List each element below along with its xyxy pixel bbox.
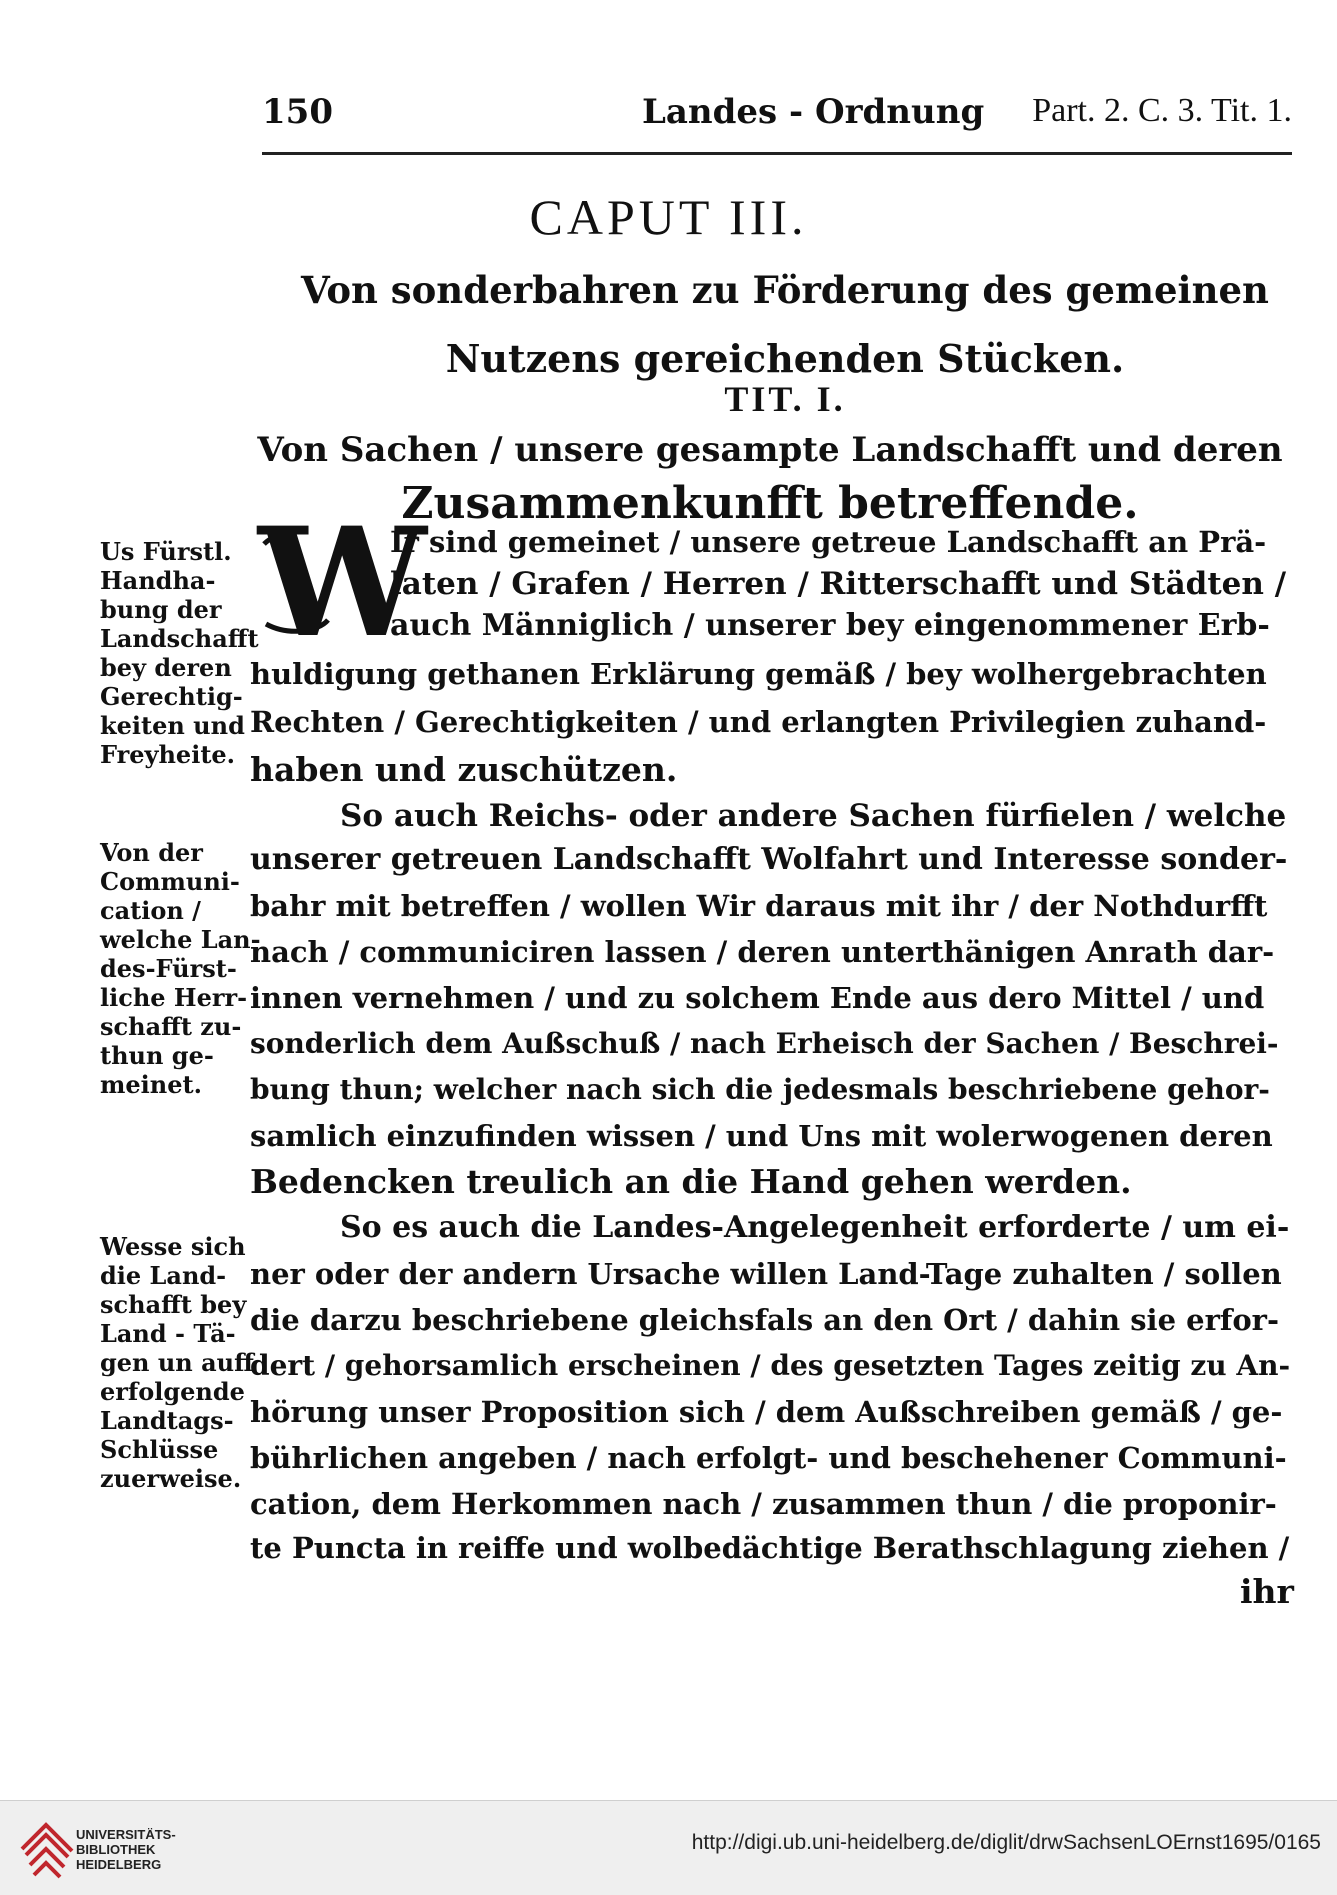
body-line: innen vernehmen / und zu solchem Ende aus dero Mittel / und <box>250 981 1265 1015</box>
body-line: bung thun; welcher nach sich die jedesmals beschriebene gehor- <box>250 1073 1270 1106</box>
body-line: haben und zuschützen. <box>250 750 678 789</box>
decorated-initial <box>258 495 427 671</box>
margin-note-3: Wesse sich die Land- schafft bey Land - Tä- gen un auff erfolgende Landtags- Schlüsse zuerweise. <box>100 1232 254 1493</box>
initial-letter: W <box>258 495 427 671</box>
section-title-line-2: Zusammenkunfft betreffende. <box>401 478 1139 529</box>
body-line: hörung unser Proposition sich / dem Außschreiben gemäß / ge- <box>250 1395 1283 1429</box>
body-line: sonderlich dem Außschuß / nach Erheisch der Sachen / Beschrei- <box>250 1027 1279 1060</box>
body-line: bührlichen angeben / nach erfolgt- und beschehener Communi- <box>250 1441 1287 1475</box>
permalink-url[interactable]: http://digi.ub.uni-heidelberg.de/diglit/drwSachsenLOErnst1695/0165 <box>691 1831 1321 1854</box>
body-line: Ir sind gemeinet / unsere getreue Landschafft an Prä- <box>390 525 1267 559</box>
chapter-title-line-2: Nutzens gereichenden Stücken. <box>445 336 1125 381</box>
margin-note-2: Von der Communi- cation / welche Lan- des-Fürst- liche Herr- schafft zu- thun ge- meinet. <box>100 838 261 1099</box>
page-number: 150 <box>262 92 333 132</box>
running-head <box>262 92 1292 136</box>
running-title: Landes - Ordnung <box>642 92 985 132</box>
body-line: ner oder der andern Ursache willen Land-Tage zuhalten / sollen <box>250 1257 1282 1291</box>
chapter-title-line-1: Von sonderbahren zu Förderung des gemeinen <box>301 268 1269 312</box>
body-line: nach / communiciren lassen / deren unterthänigen Anrath dar- <box>250 935 1275 969</box>
chapter-heading: CAPUT III. <box>529 189 808 245</box>
library-logo-icon <box>16 1815 76 1881</box>
body-line: laten / Grafen / Herren / Ritterschafft und Städten / <box>390 566 1287 602</box>
section-title-line-1: Von Sachen / unsere gesampte Landschafft und deren <box>257 430 1283 470</box>
body-line: cation, dem Herkommen nach / zusammen thun / die proponir- <box>250 1487 1277 1521</box>
title-number: TIT. I. <box>724 379 846 419</box>
header-rule <box>262 152 1292 155</box>
library-name: UNIVERSITÄTS- BIBLIOTHEK HEIDELBERG <box>76 1827 176 1872</box>
body-line: die darzu beschriebene gleichsfals an den Ort / dahin sie erfor- <box>250 1303 1279 1337</box>
body-line: samlich einzufinden wissen / und Uns mit wolerwogenen deren <box>250 1119 1273 1153</box>
body-line: ihr <box>1240 1572 1294 1611</box>
margin-note-1: Us Fürstl. Handha- bung der Landschafft bey deren Gerechtig- keiten und Freyheite. <box>100 537 259 769</box>
body-line: Bedencken treulich an die Hand gehen werden. <box>250 1162 1132 1201</box>
body-line: auch Männiglich / unserer bey eingenommener Erb- <box>390 608 1270 643</box>
section-reference: Part. 2. C. 3. Tit. 1. <box>1032 92 1292 129</box>
body-line: te Puncta in reiffe und wolbedächtige Berathschlagung ziehen / <box>250 1531 1290 1565</box>
body-line: bahr mit betreffen / wollen Wir daraus mit ihr / der Nothdurfft <box>250 889 1268 923</box>
body-line: huldigung gethanen Erklärung gemäß / bey wolhergebrachten <box>250 657 1267 691</box>
body-line: dert / gehorsamlich erscheinen / des gesetzten Tages zeitig zu An- <box>250 1349 1291 1382</box>
body-line: So es auch die Landes-Angelegenheit erforderte / um ei- <box>340 1210 1290 1245</box>
viewer-footer <box>0 1800 1337 1895</box>
body-line: unserer getreuen Landschafft Wolfahrt und Interesse sonder- <box>250 842 1288 877</box>
body-line: Rechten / Gerechtigkeiten / und erlangten Privilegien zuhand- <box>250 705 1267 739</box>
body-line: So auch Reichs- oder andere Sachen fürfielen / welche <box>340 798 1287 834</box>
